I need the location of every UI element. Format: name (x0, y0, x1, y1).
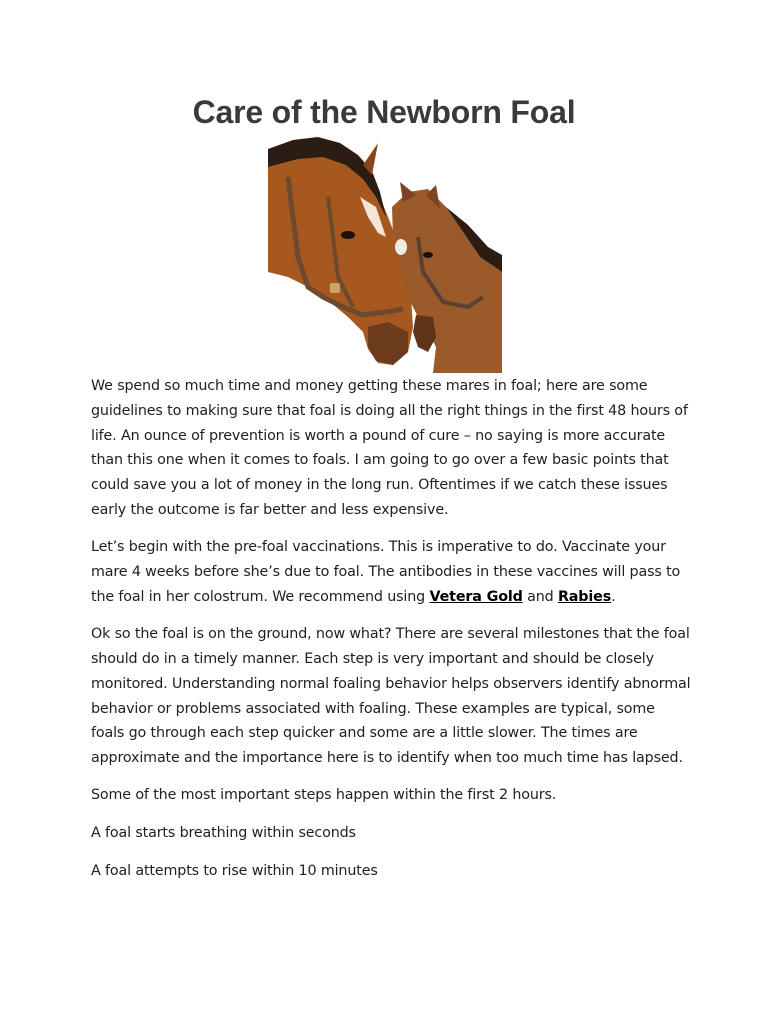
vaccination-and-text: and (522, 588, 558, 605)
page-title: Care of the Newborn Foal (192, 94, 576, 130)
paragraph-first-hours: Some of the most important steps happen within the first 2 hours. (91, 787, 557, 804)
paragraph-breathing: A foal starts breathing within seconds (91, 825, 356, 842)
article-body (91, 374, 691, 897)
mare-foal-photo (268, 137, 502, 373)
paragraph-intro: We spend so much time and money getting these mares in foal; here are some guidelines to making sure that foal is doing all the right things in the first 48 hours of life. An ounce of prevention is worth a pound of cure – no saying is more accurate than this one when it comes to foals. I am going to go over a few basic points that could save you a lot of money in the long run. Oftentimes if we catch these issues early the outcome is far better and less expensive. (91, 378, 688, 518)
paragraph-rise: A foal attempts to rise within 10 minutes (91, 863, 378, 880)
vaccination-text: Let’s begin with the pre-foal vaccinations. This is imperative to do. Vaccinate your mare 4 weeks before she’s due to foal. The antibodies in these vaccines will pass to the foal in her colostrum. We recommend using (91, 539, 681, 605)
vaccination-end-text: . (611, 588, 616, 605)
vetera-gold-link[interactable]: Vetera Gold (429, 588, 523, 605)
rabies-link[interactable]: Rabies (557, 588, 612, 605)
paragraph-vaccinations (91, 535, 691, 609)
paragraph-milestones: Ok so the foal is on the ground, now what? There are several milestones that the foal should do in a timely manner. Each step is very important and should be closely monitored. Understanding normal foaling behavior helps observers identify abnormal behavior or problems associated with foaling. These examples are typical, some foals go through each step quicker and some are a little slower. The times are approximate and the importance here is to identify when too much time has lapsed. (91, 626, 691, 767)
